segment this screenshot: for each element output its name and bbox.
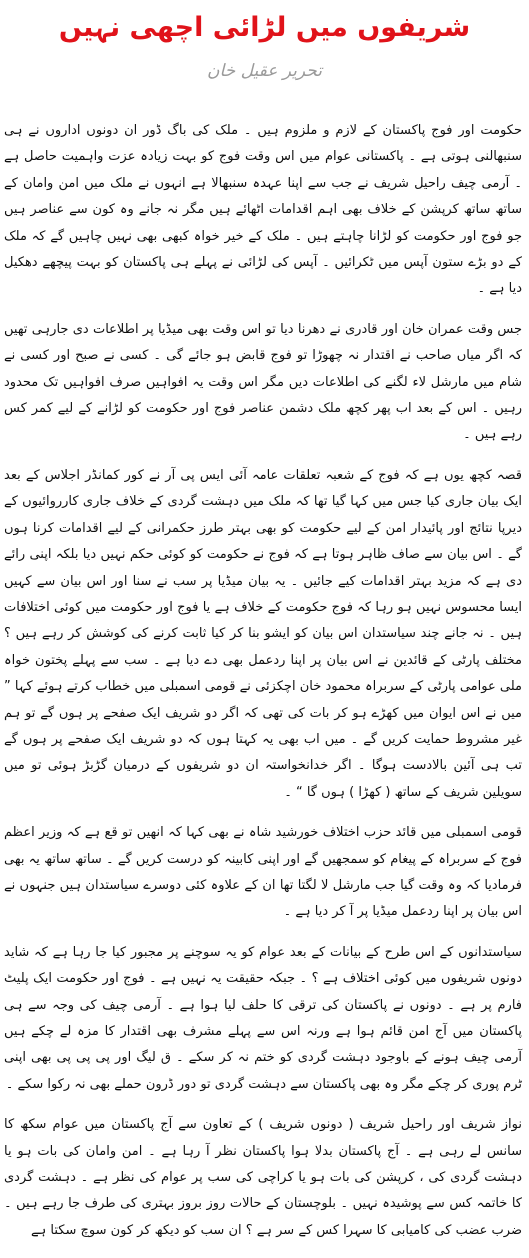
article-body: [4, 118, 522, 1258]
paragraph-5: سیاستدانوں کے اس طرح کے بیانات کے بعد عوام کو یہ سوچنے پر مجبور کیا جا رہا ہے کہ شاید دونوں شریفوں میں کوئی اختلاف ہے ؟ ۔ جبکہ حقیقت یہ نہیں ہے ۔ فوج اور حکومت ایک پلیٹ فارم پر ہے ۔ دونوں نے پاکستان کی ترقی کا حلف لیا ہوا ہے ۔ آرمی چیف کی وجہ سے ہی پاکستان میں آج امن قائم ہوا ہے ورنہ اس سے پہلے مشرف بھی اقتدار کا مزہ لے چکے ہیں آرمی چیف ہونے کے باوجود دہشت گردی کو ختم نہ کر سکے ۔ ق لیگ اور پی پی پی بھی اپنی ٹرم پوری کر چکے مگر وہ بھی پاکستان سے دہشت گردی تو دور ڈرون حملے بھی نہ رکوا سکے ۔: [4, 944, 522, 1092]
paragraph-2: جس وقت عمران خان اور قادری نے دھرنا دیا تو اس وقت بھی میڈیا پر اطلاعات دی جارہی تھیں کہ اگر میاں صاحب نے اقتدار نہ چھوڑا تو فوج قابض ہو جائے گی ۔ کسی نے صبح اور کسی نے شام میں مارشل لاء لگنے کی اطلاعات دیں مگر اس وقت یہ افواہیں صرف افواہیں تک محدود رہیں ۔ اس کے بعد اب پھر کچھ ملک دشمن عناصر فوج اور حکومت کو لڑانے کے لیے کمر کس رہے ہیں ۔: [4, 321, 522, 443]
byline-text: تحریر عقیل خان: [207, 61, 322, 81]
paragraph-4: قومی اسمبلی میں قائد حزب اختلاف خورشید شاہ نے بھی کہا کہ انھیں تو قع ہے کہ وزیر اعظم فوج کے سربراہ کے پیغام کو سمجھیں گے اور اپنی کابینہ کو درست کریں گے ۔ ساتھ ساتھ یہ بھی فرمادیا کہ وہ وقت گیا جب مارشل لا لگتا تھا ان کے علاوہ کئی دوسرے سیاستدان ہیں جنہوں نے اس بیان پر اپنا ردعمل میڈیا پر آ کر دیا ہے ۔: [4, 825, 522, 920]
article-headline: [0, 10, 529, 46]
paragraph-6: نواز شریف اور راحیل شریف ( دونوں شریف ) کے تعاون سے آج پاکستان میں عوام سکھ کا سانس لے رہی ہے ۔ آج پاکستان بدلا ہوا پاکستان نظر آ رہا ہے ۔ امن وامان کی بات ہو یا دہشت گردی کی ، کرپشن کی بات ہو یا کراچی کی سب پر عوام کی نظر ہے ۔ دہشت گردی کا خاتمہ کس سے پوشیدہ نہیں ۔ بلوچستان کے حالات روز بروز بہتری کی طرف جا رہے ہیں ۔ ضرب عضب کی کامیابی کا سہرا کس کے سر ہے ؟ ان سب کو دیکھ کر کون سوچ سکتا ہے: [4, 1117, 522, 1238]
paragraph-1: حکومت اور فوج پاکستان کے لازم و ملزوم ہیں ۔ ملک کی باگ ڈور ان دونوں اداروں نے ہی سنبھالنی ہوتی ہے ۔ پاکستانی عوام میں اس وقت فوج کو بہت زیادہ عزت واہمیت حاصل ہے ۔ آرمی چیف راحیل شریف نے جب سے اپنا عہدہ سنبھالا ہے انہوں نے ملک میں امن وامان کے ساتھ ساتھ کرپشن کے خلاف بھی اہم اقدامات اٹھائے ہیں مگر نہ جانے وہ کون سے عناصر ہیں جو فوج اور حکومت کو لڑانا چاہتے ہیں ۔ ملک کے خیر خواہ کبھی بھی نہیں چاہیں گے کہ ملک کے دو بڑے ستون آپس میں ٹکرائیں ۔ آپس کی لڑائی نے پہلے ہی پاکستان کو بہت پیچھے دھکیل دیا ہے ۔: [4, 123, 522, 297]
article-byline: [0, 58, 529, 84]
paragraph-3: قصہ کچھ یوں ہے کہ فوج کے شعبہ تعلقات عامہ آئی ایس پی آر نے کور کمانڈر اجلاس کے بعد ایک بیان جاری کیا جس میں کہا گیا تھا کہ ملک میں دہشت گردی کے خلاف جاری کارروائیوں کے دیرپا نتائج اور پائیدار امن کے لیے حکومت کو بھی بہتر طرز حکمرانی کے لیے اقدامات کرنا ہوں گے ۔ اس بیان سے صاف ظاہر ہوتا ہے کہ فوج نے حکومت کو کوئی حکم نہیں دیا بلکہ اپنی رائے دی ہے کہ مزید بہتر اقدامات کیے جائیں ۔ یہ بیان میڈیا پر سب نے سنا اور اس بیان سے کہیں ایسا محسوس نہیں ہو رہا کہ فوج حکومت کے خلاف ہے یا فوج اور حکومت میں کوئی اختلافات ہیں ۔ نہ جانے چند سیاستدان اس بیان کو ایشو بنا کر کیا ثابت کرنے کی کوشش کر رہے ہیں ؟ مختلف پارٹی کے قائدین نے اس بیان پر اپنا ردعمل بھی دے دیا ہے ۔ سب سے پہلے پختون خواہ ملی عوامی پارٹی کے سربراہ محمود خان اچکزئی نے قومی اسمبلی میں خطاب کرتے ہوئے کہا ” میں نے اس ایوان میں کھڑے ہو کر بات کی تھی کہ اگر دو شریف ایک صفحے پر ہوں گے تو ہم غیر مشروط حمایت کریں گے ۔ میں اب بھی یہ کہتا ہوں کہ دو شریف ایک صفحے پر ہوں گے تب ہی آئین بالادست ہوگا ۔ اگر خدانخواستہ ان دو شریفوں کے درمیان گڑبڑ ہوئی تو میں سویلین شریف کے ساتھ ( کھڑا ) ہوں گا “ ۔: [4, 467, 522, 800]
headline-text: شریفوں میں لڑائی اچھی نہیں: [58, 12, 471, 43]
